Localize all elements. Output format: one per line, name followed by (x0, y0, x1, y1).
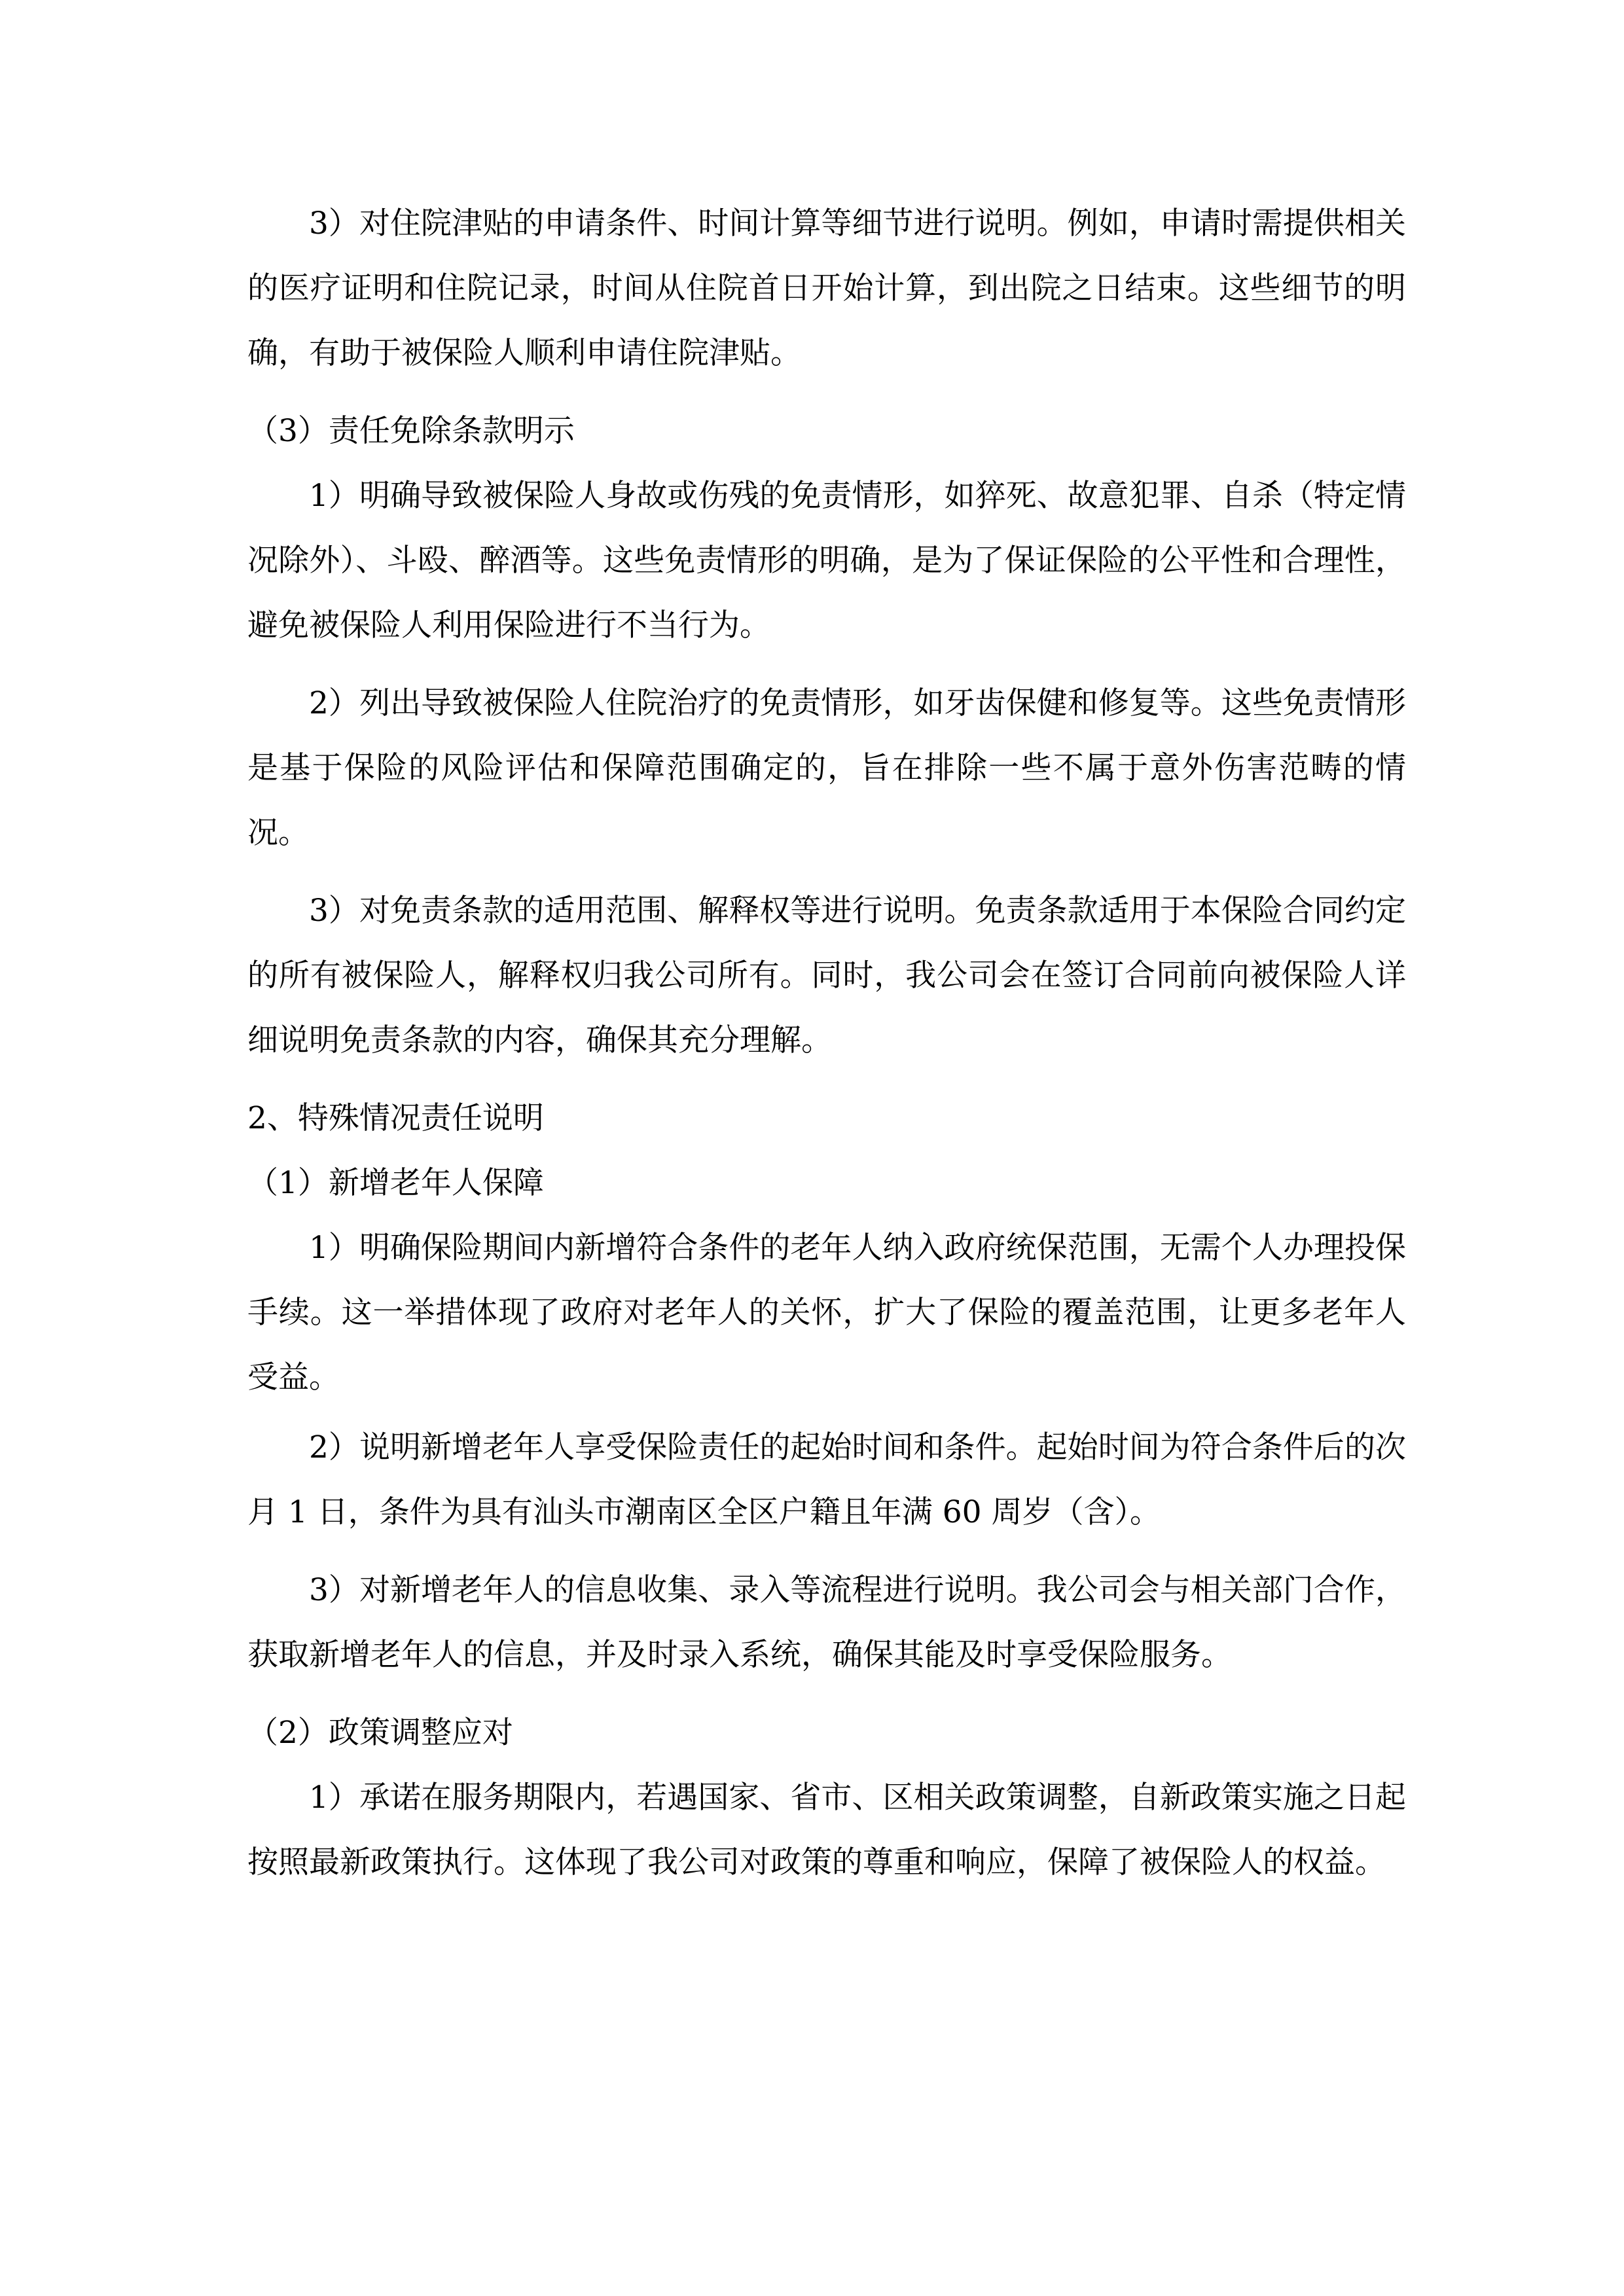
paragraph-new-elderly-coverage: 1）明确保险期间内新增符合条件的老年人纳入政府统保范围，无需个人办理投保手续。这一举措体现了政府对老年人的关怀，扩大了保险的覆盖范围，让更多老年人受益。 (247, 1230, 1406, 1395)
paragraph-hospital-allowance-details: 3）对住院津贴的申请条件、时间计算等细节进行说明。例如，申请时需提供相关的医疗证明和住院记录，时间从住院首日开始计算，到出院之日结束。这些细节的明确，有助于被保险人顺利申请住院津贴。 (247, 206, 1406, 371)
heading-policy-adjustment: （2）政策调整应对 (247, 1715, 513, 1751)
paragraph-hospitalization-exclusions: 2）列出导致被保险人住院治疗的免责情形，如牙齿保健和修复等。这些免责情形是基于保险的风险评估和保障范围确定的，旨在排除一些不属于意外伤害范畴的情况。 (247, 685, 1406, 851)
paragraph-policy-commitment: 1）承诺在服务期限内，若遇国家、省市、区相关政策调整，自新政策实施之日起按照最新政策执行。这体现了我公司对政策的尊重和响应，保障了被保险人的权益。 (247, 1780, 1406, 1880)
heading-new-elderly: （1）新增老年人保障 (247, 1165, 544, 1201)
heading-exclusion-clauses: （3）责任免除条款明示 (247, 413, 575, 449)
paragraph-new-elderly-start: 2）说明新增老年人享受保险责任的起始时间和条件。起始时间为符合条件后的次月 1 日，条件为具有汕头市潮南区全区户籍且年满 60 周岁（含）。 (247, 1429, 1406, 1530)
paragraph-new-elderly-info: 3）对新增老年人的信息收集、录入等流程进行说明。我公司会与相关部门合作，获取新增老年人的信息，并及时录入系统，确保其能及时享受保险服务。 (247, 1572, 1406, 1673)
document-body (247, 191, 1406, 1895)
heading-special-cases: 2、特殊情况责任说明 (247, 1100, 544, 1136)
paragraph-death-disability-exclusions: 1）明确导致被保险人身故或伤残的免责情形，如猝死、故意犯罪、自杀（特定情况除外）、斗殴、醉酒等。这些免责情形的明确，是为了保证保险的公平性和合理性，避免被保险人利用保险进行不当行为。 (247, 478, 1406, 643)
paragraph-exclusion-scope: 3）对免责条款的适用范围、解释权等进行说明。免责条款适用于本保险合同约定的所有被保险人，解释权归我公司所有。同时，我公司会在签订合同前向被保险人详细说明免责条款的内容，确保其充分理解。 (247, 893, 1406, 1058)
